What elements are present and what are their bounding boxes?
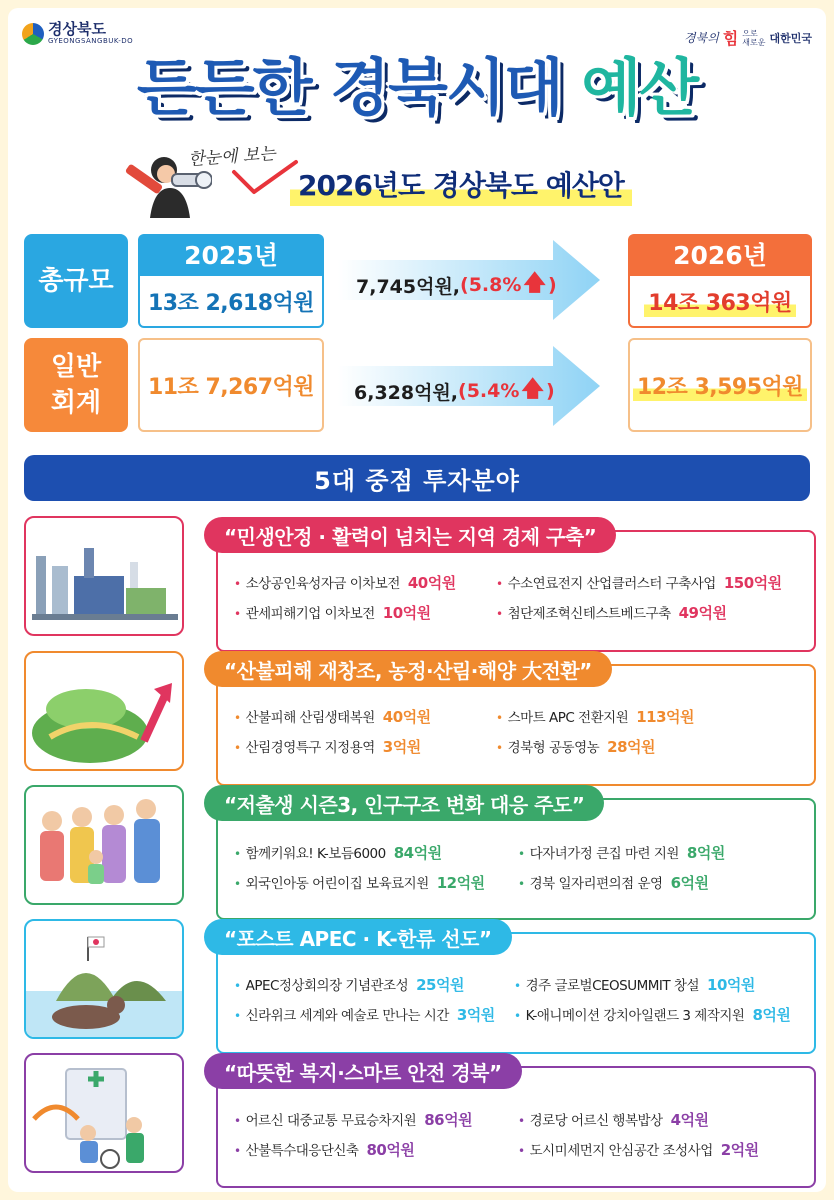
factory-icon	[26, 518, 182, 634]
item-name: 도시미세먼지 안심공간 조성사업	[529, 1143, 713, 1159]
economy-title: “민생안정 · 활력이 넘치는 지역 경제 구축”	[204, 517, 616, 553]
item-name: 경북 일자리편의점 운영	[529, 876, 663, 892]
item-amount: 28억원	[607, 738, 656, 756]
item-amount: 3억원	[456, 1006, 495, 1024]
item-name: 신라위크 세계와 예술로 만나는 시간	[245, 1008, 449, 1024]
item-name: 산불피해 산림생태복원	[245, 710, 375, 726]
general-increase-amount: 6,328억원,	[354, 381, 459, 404]
total-2026-value	[628, 274, 812, 328]
total-increase-amount: 7,745억원,	[356, 275, 461, 298]
slogan-small	[742, 29, 765, 47]
list-item: • 산불특수대응단신축 80억원	[234, 1141, 415, 1159]
item-name: 관세피해기업 이차보전	[245, 606, 375, 622]
slogan-small-2: 새로운	[742, 37, 766, 47]
item-name: 경주 글로벌CEOSUMMIT 창설	[525, 978, 700, 994]
welfare-title: “따뜻한 복지·스마트 안전 경북”	[204, 1053, 522, 1089]
list-item: • 경북형 공동영농 28억원	[496, 738, 656, 756]
item-amount: 8억원	[686, 844, 725, 862]
general-increase-text	[354, 372, 555, 410]
total-increase-text	[356, 266, 557, 304]
list-item: • 관세피해기업 이차보전 10억원	[234, 604, 431, 622]
slogan-country: 대한민국	[769, 31, 812, 45]
item-amount: 8억원	[752, 1006, 791, 1024]
welfare-illustration	[24, 1053, 184, 1173]
total-increase-close: )	[548, 274, 557, 296]
list-item: • 함께키워요! K-보듬6000 84억원	[234, 844, 442, 862]
agriculture-illustration	[24, 651, 184, 771]
main-title-accent: 예산	[581, 51, 698, 124]
item-name: K-애니메이션 강치아일랜드 3 제작지원	[525, 1008, 745, 1024]
item-name: 외국인아동 어린이집 보육료지원	[245, 876, 429, 892]
item-name: 소상공인육성자금 이차보전	[245, 576, 400, 592]
item-name: 산불특수대응단신축	[245, 1143, 359, 1159]
item-name: 수소연료전지 산업클러스터 구축사업	[507, 576, 716, 592]
list-item: • 첨단제조혁신테스트베드구축 49억원	[496, 604, 727, 622]
item-amount: 49억원	[678, 604, 727, 622]
item-amount: 2억원	[720, 1141, 759, 1159]
welfare-icon	[26, 1055, 182, 1171]
general-increase-pct: (5.4%	[458, 380, 520, 402]
total-increase-pct: (5.8%	[460, 274, 522, 296]
item-name: 다자녀가정 큰집 마련 지원	[529, 846, 679, 862]
year-2026-header: 2026년	[628, 234, 812, 274]
item-amount: 10억원	[707, 976, 755, 994]
general-2026-text: 12조 3,595억원	[633, 370, 807, 401]
list-item: • 도시미세먼지 안심공간 조성사업 2억원	[518, 1141, 759, 1159]
item-amount: 84억원	[393, 844, 442, 862]
item-amount: 12억원	[436, 874, 485, 892]
agriculture-title: “산불피해 재창조, 농정·산림·해양 大전환”	[204, 651, 612, 687]
dokdo-illustration	[24, 919, 184, 1039]
slogan-emphasis: 힘	[722, 29, 739, 48]
general-increase-close: )	[546, 380, 555, 402]
general-2026-value	[628, 338, 812, 432]
item-name: 산림경영특구 지정용역	[245, 740, 375, 756]
slogan-small-1: 으로	[742, 28, 758, 38]
list-item: • 신라위크 세계와 예술로 만나는 시간 3억원	[234, 1006, 495, 1024]
general-2025-value: 11조 7,267억원	[138, 338, 324, 432]
item-name: 함께키워요! K-보듬6000	[245, 846, 386, 862]
item-amount: 3억원	[382, 738, 421, 756]
item-amount: 6억원	[670, 874, 709, 892]
population-title: “저출생 시즌3, 인구구조 변화 대응 주도”	[204, 785, 604, 821]
total-label: 총규모	[24, 234, 128, 328]
family-illustration	[24, 785, 184, 905]
item-amount: 40억원	[382, 708, 431, 726]
item-name: 어르신 대중교통 무료승차지원	[245, 1113, 417, 1129]
list-item: • 어르신 대중교통 무료승차지원 86억원	[234, 1111, 473, 1129]
gyeongbuk-logo	[22, 22, 133, 45]
logo-name-ko: 경상북도	[48, 20, 106, 38]
island-sea-lion-icon	[26, 921, 182, 1037]
up-arrow-icon: 🡅	[521, 377, 545, 402]
item-amount: 80억원	[366, 1141, 415, 1159]
item-name: 첨단제조혁신테스트베드구축	[507, 606, 671, 622]
handwritten-caption: 한눈에 보는	[187, 143, 277, 171]
list-item: • APEC정상회의장 기념관조성 25억원	[234, 976, 464, 994]
total-2025-value: 13조 2,618억원	[138, 274, 324, 328]
item-amount: 25억원	[416, 976, 464, 994]
general-label-line1: 일반	[50, 352, 102, 382]
list-item: • 스마트 APC 전환지원 113억원	[496, 708, 695, 726]
list-item: • 경북 일자리편의점 운영 6억원	[518, 874, 709, 892]
item-amount: 4억원	[670, 1111, 709, 1129]
up-arrow-icon: 🡅	[523, 271, 547, 296]
general-label-line2: 회계	[50, 388, 102, 418]
family-icon	[26, 787, 182, 903]
item-amount: 150억원	[723, 574, 782, 592]
list-item: • 산림경영특구 지정용역 3억원	[234, 738, 421, 756]
logo-name-en: GYEONGSANGBUK-DO	[48, 37, 134, 45]
economy-illustration	[24, 516, 184, 636]
list-item: • 외국인아동 어린이집 보육료지원 12억원	[234, 874, 485, 892]
list-item: • K-애니메이션 강치아일랜드 3 제작지원 8억원	[514, 1006, 791, 1024]
list-item: • 산불피해 산림생태복원 40억원	[234, 708, 431, 726]
slogan	[684, 26, 812, 49]
general-label	[24, 338, 128, 432]
item-amount: 40억원	[407, 574, 456, 592]
slogan-script: 경북의	[684, 31, 719, 45]
infographic-page	[8, 8, 826, 1192]
apec-title: “포스트 APEC · K-한류 선도”	[204, 919, 512, 955]
total-2026-text: 14조 363억원	[644, 286, 795, 317]
list-item: • 경주 글로벌CEOSUMMIT 창설 10억원	[514, 976, 755, 994]
list-item: • 경로당 어르신 행복밥상 4억원	[518, 1111, 709, 1129]
item-amount: 113억원	[636, 708, 695, 726]
main-title-text: 든든한 경북시대	[136, 51, 562, 124]
item-name: 스마트 APC 전환지원	[507, 710, 629, 726]
list-item: • 수소연료전지 산업클러스터 구축사업 150억원	[496, 574, 782, 592]
item-name: 경로당 어르신 행복밥상	[529, 1113, 663, 1129]
section-title: 5대 중점 투자분야	[24, 455, 810, 501]
item-name: APEC정상회의장 기념관조성	[245, 978, 409, 994]
year-2025-header: 2025년	[138, 234, 324, 274]
item-amount: 10억원	[382, 604, 431, 622]
list-item: • 소상공인육성자금 이차보전 40억원	[234, 574, 456, 592]
main-title	[8, 50, 826, 126]
list-item: • 다자녀가정 큰집 마련 지원 8억원	[518, 844, 725, 862]
sub-title: 2026년도 경상북도 예산안	[290, 162, 632, 206]
item-amount: 86억원	[424, 1111, 473, 1129]
province-emblem-icon	[22, 23, 44, 45]
item-name: 경북형 공동영농	[507, 740, 600, 756]
farmland-icon	[26, 653, 182, 769]
